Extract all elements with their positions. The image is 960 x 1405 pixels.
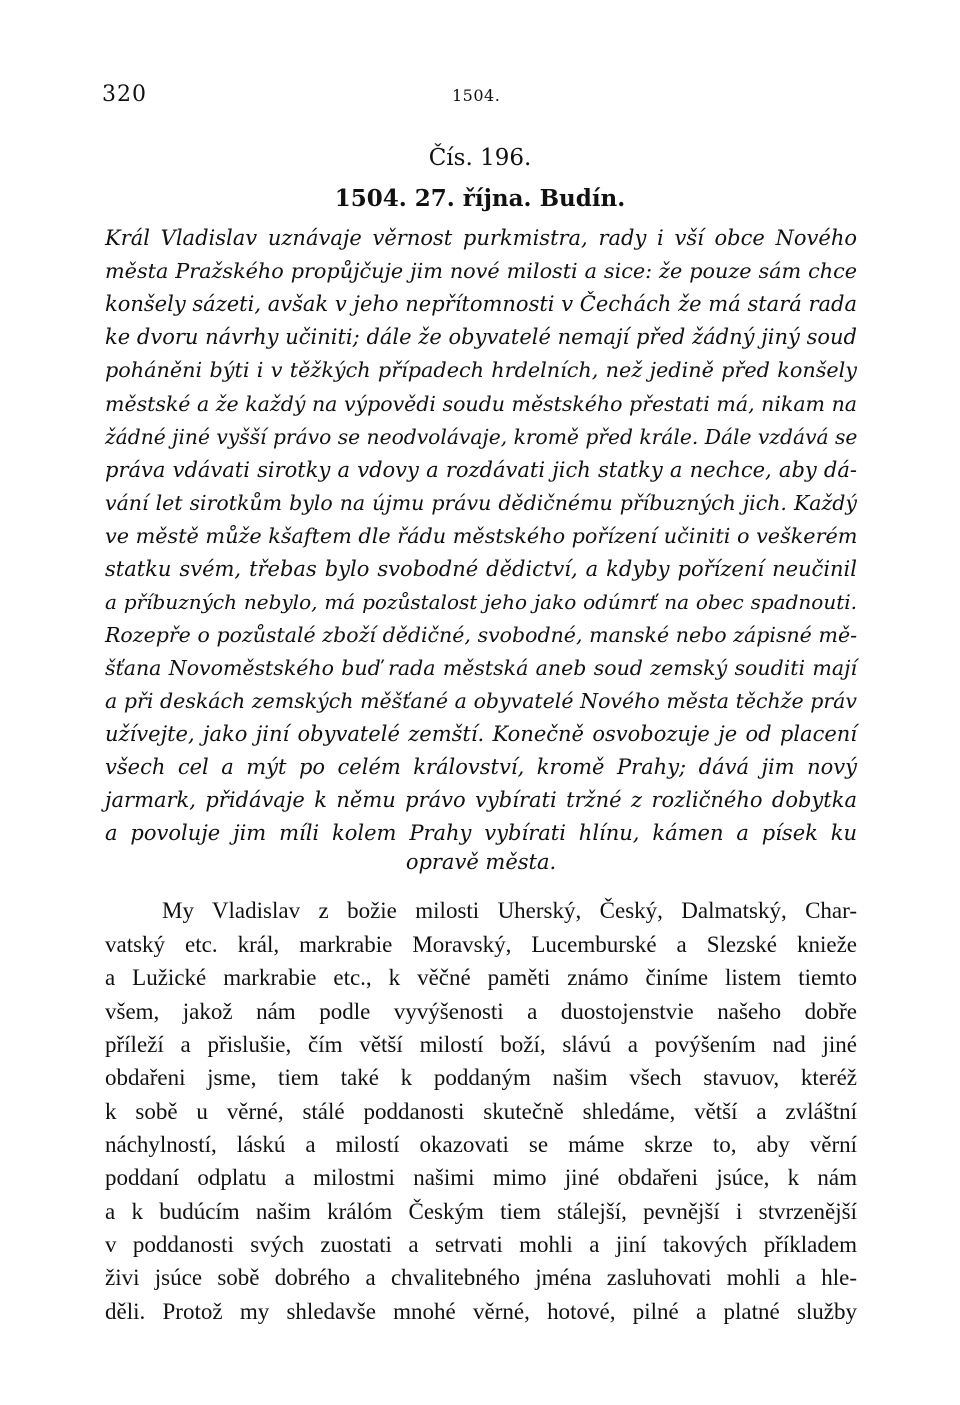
- text-line: k sobě u věrné, stálé poddanosti skutečně shledáme, větší a zvláštní: [105, 1099, 857, 1124]
- regest-line: šťana Novoměstského buď rada městská aneb soud zemský souditi mají: [105, 656, 857, 680]
- regest-line: Rozepře o pozůstalé zboží dědičné, svobodné, manské nebo zápisné mě-: [105, 623, 857, 647]
- text-line: v poddanosti svých zuostati a setrvati mohli a jiní takových příkladem: [105, 1232, 857, 1257]
- text-line: obdařeni jsme, tiem také k poddaným našim všech stavuov, kteréž: [105, 1065, 857, 1090]
- running-head: 1504.: [452, 86, 501, 105]
- regest-line: všech cel a mýt po celém království, kromě Prahy; dává jim nový: [105, 755, 857, 779]
- page-number: 320: [102, 82, 147, 107]
- regest-line: a při deskách zemských měšťané a obyvatelé Nového města těchže práv: [105, 689, 857, 713]
- text-line: poddaní odplatu a milostmi našimi mimo jiné obdařeni jsúce, k nám: [105, 1165, 857, 1190]
- regest-line: vání let sirotkům bylo na újmu právu dědičnému příbuzných jich. Každý: [105, 491, 857, 515]
- text-line: My Vladislav z božie milosti Uherský, Český, Dalmatský, Char-: [162, 898, 857, 923]
- regest-line: jarmark, přidávaje k němu právo vybírati tržné z rozličného dobytka: [105, 788, 857, 812]
- text-line: a k budúcím našim králóm Českým tiem stálejší, pevnější i stvrzenější: [105, 1199, 857, 1224]
- text-line: živi jsúce sobě dobrého a chvalitebného jména zasluhovati mohli a hle-: [105, 1265, 857, 1290]
- regest-line: městské a že každý na výpovědi soudu městského přestati má, nikam na: [105, 392, 857, 416]
- regest-line: užívejte, jako jiní obyvatelé zemští. Konečně osvobozuje je od placení: [105, 722, 857, 746]
- regest-line: poháněni býti i v těžkých případech hrdelních, než jedině před konšely: [105, 358, 857, 382]
- text-line: a Lužické markrabie etc., k věčné paměti známo činíme listem tiemto: [105, 965, 857, 990]
- regest-line: práva vdávati sirotky a vdovy a rozdávati jich statky a nechce, aby dá-: [105, 458, 857, 482]
- text-line: příleží a přislušie, čím větší milostí boží, slávú a povýšením nad jiné: [105, 1032, 857, 1057]
- document-date-place: 1504. 27. října. Budín.: [334, 185, 626, 212]
- text-line: náchylností, láskú a milostí okazovati se máme skrze to, aby věrní: [105, 1132, 857, 1157]
- document-number: Čís. 196.: [428, 145, 532, 171]
- text-line: vatský etc. král, markrabie Moravský, Lucemburské a Slezské knieže: [105, 932, 857, 957]
- text-line: děli. Protož my shledavše mnohé věrné, hotové, pilné a platné služby: [105, 1299, 857, 1324]
- regest-line: konšely sázeti, avšak v jeho nepřítomnosti v Čechách že má stará rada: [105, 292, 857, 316]
- regest-line: Král Vladislav uznávaje věrnost purkmistra, rady i vší obce Nového: [105, 226, 857, 250]
- regest-line: města Pražského propůjčuje jim nové milosti a sice: že pouze sám chce: [105, 259, 857, 283]
- regest-line: ke dvoru návrhy učiniti; dále že obyvatelé nemají před žádný jiný soud: [105, 325, 857, 349]
- text-line: všem, jakož nám podle vyvýšenosti a duostojenstvie našeho dobře: [105, 999, 857, 1024]
- regest-line: statku svém, třebas bylo svobodné dědictví, a kdyby pořízení neučinil: [105, 557, 857, 581]
- regest-line: a příbuzných nebylo, má pozůstalost jeho jako odúmrť na obec spadnouti.: [105, 590, 857, 614]
- regest-line: a povoluje jim míli kolem Prahy vybírati hlínu, kámen a písek ku: [105, 821, 857, 845]
- regest-line: ve městě může kšaftem dle řádu městského pořízení učiniti o veškerém: [105, 524, 858, 548]
- regest-line-last: opravě města.: [405, 850, 557, 874]
- regest-line: žádné jiné vyšší právo se neodvolávaje, kromě před krále. Dále vzdává se: [105, 425, 858, 449]
